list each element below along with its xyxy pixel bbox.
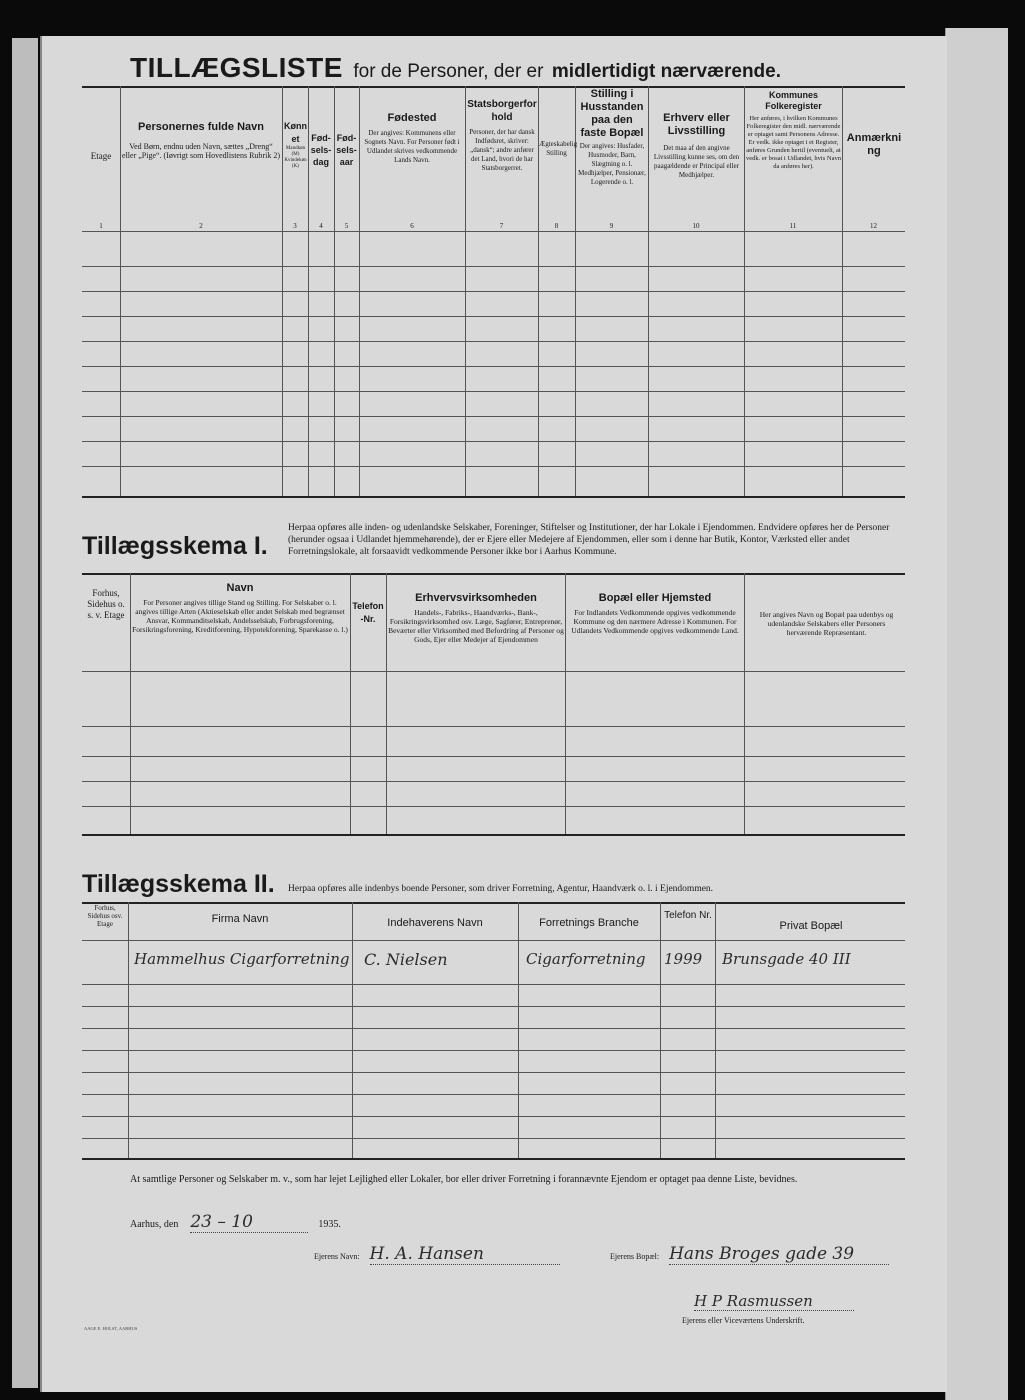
col-num-9: 9 [609,222,614,230]
schema-1-col-phone: Telefon-Nr. [352,601,384,624]
row-phone: 1999 [664,950,703,968]
col-marital-header: Ægteskabelig Stilling [539,140,578,157]
schema-2-intro: Herpaa opføres alle indenbys boende Personer, som driver Forretning, Agentur, Haandværk o. l. i Ejendommen. [288,884,714,894]
printer-imprint: AAGE E. HOLST, AARHUS [84,1326,138,1331]
row-branch: Cigarforretning [526,950,646,968]
schema-1-intro: Herpaa opføres alle inden- og udenlandske Selskaber, Foreninger, Stiftelser og Institutioner, der har Lokale i Ejendommen. Endvidere opføres her de Personer (herunder ogsaa i Udlandet hjemmehørende), der er Ejere eller Medejere af Ejendommen, eller som i denne har Butik, Kontor, Værksted eller andet Forretningslokale, alt forsaavidt vedkommende Personer ikke bor i Aarhus Kommune. [288,523,890,557]
schema-1-title: Tillægsskema I. [82,532,268,560]
col-num-6: 6 [410,222,414,230]
schema-1-col-home: Bopæl eller Hjemsted For Indlandets Vedkommende opgives vedkommende Kommune og den nærmere Adresse i Kommunen. For Udlandets Vedkommende opgives vedkommende Land. [571,592,739,635]
page-edge-left [12,38,38,1388]
form-sheet [40,36,947,1392]
col-birthday-header: Fød-sels-dag [310,133,332,167]
col-household-header: Stilling i Husstanden paa den faste Bopæl Der angives: Husfader, Husmoder, Barn, Slægtning o. l. Medhjælper, Pensionær, Logerende o. l. [578,88,646,186]
col-num-1: 1 [99,222,103,230]
caretaker-signature: H P Rasmussen [694,1292,854,1311]
title-main: TILLÆGSLISTE [130,52,343,83]
col-occupation-header: Erhverv eller Livsstilling Det maa af den angivne Livsstilling kunne ses, om den paagældende er Principal eller Medhjælper. [653,112,740,179]
schema-2-title: Tillægsskema II. [82,870,275,898]
col-citizenship-header: Statsborgerforhold Personer, der har dansk Indfødsret, skriver: „dansk“; andre anfører det Land, hvori de har Statsborgerret. [467,99,537,172]
schema-1-col-business: Erhvervsvirksomheden Handels-, Fabriks-, Haandværks-, Bank-, Forsikringsvirksomhed osv. Læge, Sagfører, Entreprenør, Beværter eller Virksomhed med Befordring af Personer og Gods, Ejer eller Medejer af Ejendommen [388,592,564,644]
date-line [130,1212,530,1233]
schema-2-col-firm: Firma Navn [211,913,269,925]
owner-address-label: Ejerens Bopæl: [610,1252,660,1261]
col-birthyear-header: Fød-sels-aar [336,133,357,167]
schema-1-col-floor: Forhus, Sidehus o. s. v. Etage [87,588,125,620]
owner-name-signature: H. A. Hansen [370,1244,560,1265]
col-num-12: 12 [870,222,877,230]
col-name-header: Personernes fulde Navn Ved Børn, endnu uden Navn, sættes „Dreng“ eller „Pige“. (Iøvrigt som Hovedlistens Rubrik 2) [122,121,280,160]
col-remark-header: Anmærkning [846,132,902,157]
col-num-3: 3 [293,222,297,230]
col-gender-header: Kønnet Mandkøn (M) Kvindekøn (K) [284,121,307,169]
page-edge-right [945,28,1008,1400]
col-num-5: 5 [344,222,349,230]
owner-name-label: Ejerens Navn: [314,1252,360,1261]
col-num-2: 2 [199,222,203,230]
col-num-8: 8 [554,222,559,230]
declaration-text: At samtlige Personer og Selskaber m. v., som har lejet Lejlighed eller Lokaler, bor eller driver Forretning i forannævnte Ejendom er optaget paa denne Liste, bevidnes. [130,1174,798,1185]
col-num-4: 4 [319,222,323,230]
row-firm-name: Hammelhus Cigarforretning [134,950,350,968]
page-title [130,52,930,84]
owner-address-value: Hans Broges gade 39 [669,1244,889,1265]
caretaker-signature-label: Ejerens eller Viceværtens Underskrift. [682,1316,805,1325]
row-private-address: Brunsgade 40 III [722,950,851,968]
schema-2-col-phone: Telefon Nr. [664,910,712,921]
schema-2-col-owner: Indehaverens Navn [387,917,483,929]
col-num-11: 11 [789,222,797,230]
owner-address-line [610,1244,910,1265]
col-register-header: Kommunes Folkeregister Her anføres, i hvilken Kommunes Folkeregister den midl. nærværende er optaget samt Personens Adresse. Er vedk. ikke optaget i et Register, anføres Grunden hertil (eventuelt, at vedk. er bosat i Udlandet, hvis Navn da anføres her). [746,90,841,170]
schema-2-col-floor: Forhus, Sidehus osv. Etage [87,904,123,928]
col-num-10: 10 [692,222,700,230]
schema-2-col-branch: Forretnings Branche [539,917,639,929]
col-birthplace-header: Fødested Der angives: Kommunens eller Sognets Navn. For Personer født i Udlandet skrives vedkommende Lands Navn. [364,112,460,164]
owner-name-line [314,1244,604,1265]
date-value: 23 – 10 [190,1212,308,1233]
date-year: 1935. [318,1219,341,1230]
title-rest-a: for de Personer, der er [353,61,544,82]
schema-1-col-name: Navn For Personer angives tillige Stand og Stilling. For Selskaber o. l. angives tillige Arten (Aktieselskab eller andet Selskab med begrænset Ansvar, Kommanditselskab, Andelsselskab, Forbrugsforening, Forsikringsforening, Kreditforening, Hypotekforening, Sparekasse o. l.) [132,582,348,634]
col-etage-header: Etage [90,151,112,161]
row-owner-name: C. Nielsen [364,950,448,969]
col-num-7: 7 [499,222,504,230]
title-rest-b: midlertidigt nærværende. [551,61,782,82]
date-place: Aarhus, den [130,1219,179,1230]
schema-2-col-address: Privat Bopæl [779,920,843,932]
schema-1-col-representative: Her angives Navn og Bopæl paa udenbys og udenlandske Selskabers eller Personers herværende Repræsentant. [759,610,894,637]
